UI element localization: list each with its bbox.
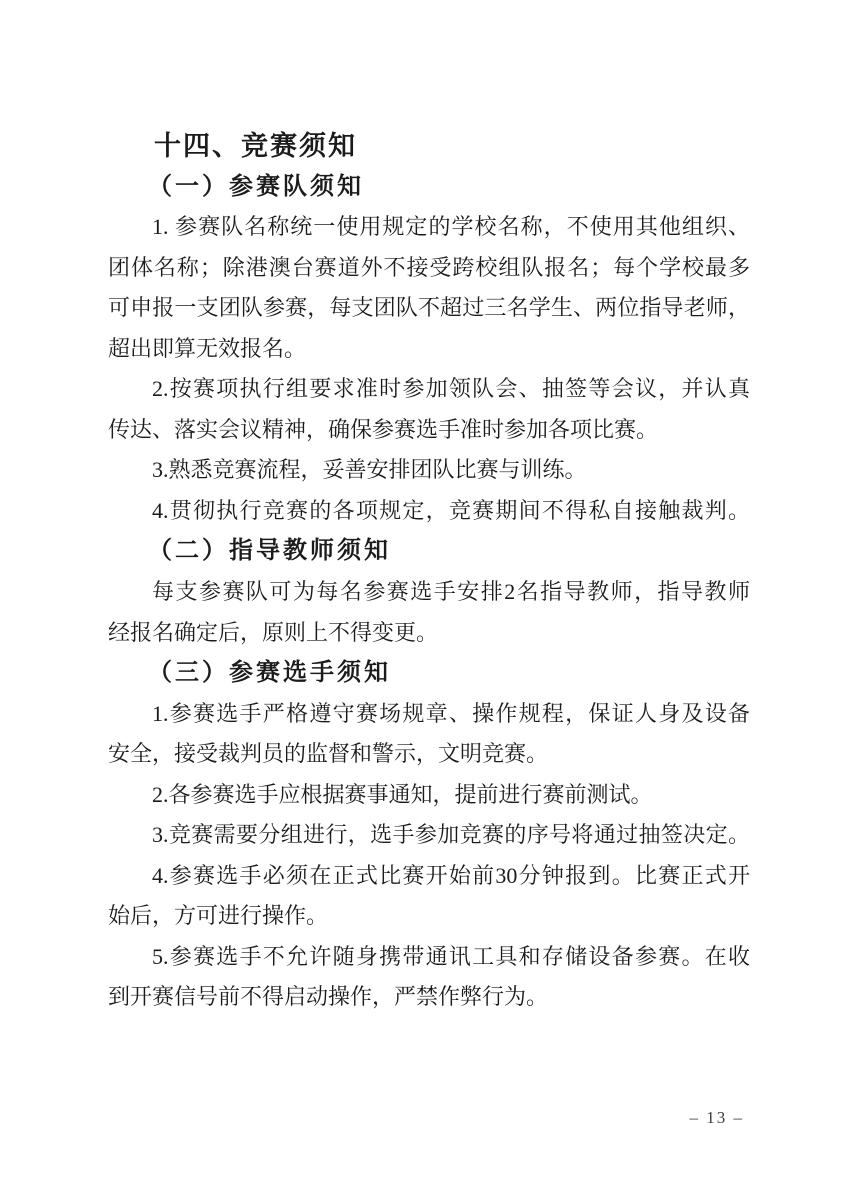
- text-line: 4.贯彻执行竞赛的各项规定，竞赛期间不得私自接触裁判。: [152, 497, 750, 523]
- text-line: 团体名称；除港澳台赛道外不接受跨校组队报名；每个学校最多: [108, 254, 750, 280]
- text-line: 超出即算无效报名。: [108, 335, 307, 361]
- text-line: 始后，方可进行操作。: [108, 903, 329, 929]
- text-line: 每支参赛队可为每名参赛选手安排2名指导教师，指导教师: [152, 579, 750, 605]
- text-line: 经报名确定后，原则上不得变更。: [108, 619, 439, 645]
- subsection-title-2: （二）指导教师须知: [148, 538, 391, 565]
- text-line: 3.竞赛需要分组进行，选手参加竞赛的序号将通过抽签决定。: [152, 822, 750, 848]
- text-line: 到开赛信号前不得启动操作，严禁作弊行为。: [108, 984, 549, 1010]
- subsection-title-3: （三）参赛选手须知: [148, 660, 391, 687]
- text-line: 可申报一支团队参赛，每支团队不超过三名学生、两位指导老师，: [108, 295, 750, 321]
- text-line: 5.参赛选手不允许随身携带通讯工具和存储设备参赛。在收: [152, 943, 750, 969]
- text-line: 1. 参赛队名称统一使用规定的学校名称，不使用其他组织、: [152, 214, 750, 240]
- document-body: [108, 126, 750, 1018]
- text-line: 4.参赛选手必须在正式比赛开始前30分钟报到。比赛正式开: [152, 862, 750, 888]
- text-line: 2.按赛项执行组要求准时参加领队会、抽签等会议，并认真: [152, 376, 750, 402]
- section-title: 十四、竞赛须知: [154, 131, 357, 161]
- text-line: 1.参赛选手严格遵守赛场规章、操作规程，保证人身及设备: [152, 700, 750, 726]
- text-line: 2.各参赛选手应根据赛事通知，提前进行赛前测试。: [152, 781, 653, 807]
- text-line: 安全，接受裁判员的监督和警示，文明竞赛。: [108, 741, 549, 767]
- page-number: – 13 –: [689, 1108, 744, 1127]
- text-line: 传达、落实会议精神，确保参赛选手准时参加各项比赛。: [108, 416, 659, 442]
- subsection-title-1: （一）参赛队须知: [148, 173, 364, 200]
- text-line: 3.熟悉竞赛流程，妥善安排团队比赛与训练。: [152, 457, 587, 483]
